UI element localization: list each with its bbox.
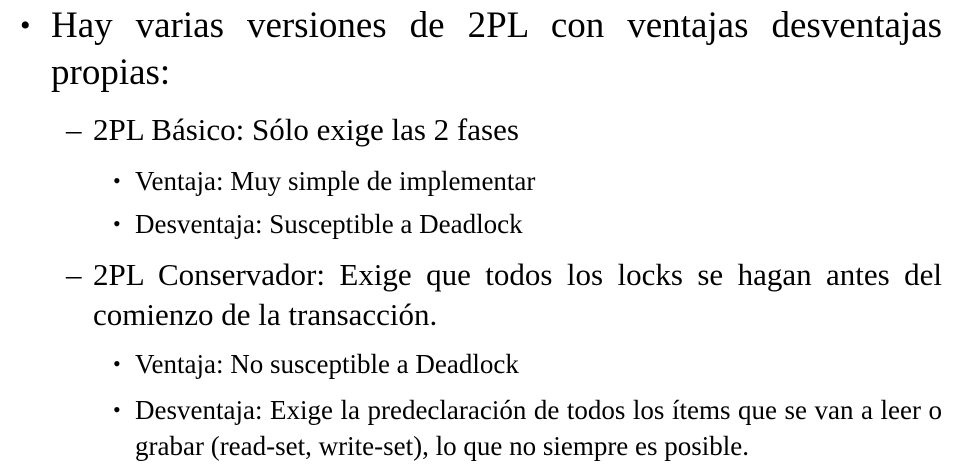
basic-pro-item [113, 163, 942, 199]
subbullet-conservative [66, 255, 942, 335]
conservative-pro-text: Ventaja: No susceptible a Deadlock [135, 349, 519, 379]
bullet-dot: • [20, 9, 31, 42]
basic-pro-text: Ventaja: Muy simple de implementar [135, 166, 536, 196]
bullet-dot: • [113, 351, 121, 376]
dash-marker: – [66, 112, 82, 147]
subbullet-basic [66, 110, 942, 150]
intro-text: Hay varias versiones de 2PL con ventajas desventajas propias: [51, 5, 942, 93]
conservative-pro-item [113, 346, 942, 382]
bullet-dot: • [113, 397, 121, 422]
conservative-con-item [113, 392, 942, 464]
bullet-dot: • [113, 168, 121, 193]
basic-con-text: Desventaja: Susceptible a Deadlock [135, 209, 523, 239]
conservative-title: 2PL Conservador: Exige que todos los locks se hagan antes del comienzo de la transacción. [93, 257, 942, 332]
basic-title: 2PL Básico: Sólo exige las 2 fases [93, 112, 519, 147]
bullet-dot: • [113, 211, 121, 236]
dash-marker: – [66, 257, 82, 292]
conservative-con-text: Desventaja: Exige la predeclaración de todos los ítems que se van a leer o grabar (read-set, write-set), lo que no siempre es posible. [135, 395, 942, 461]
bullet-intro [20, 2, 942, 96]
basic-con-item [113, 206, 942, 242]
